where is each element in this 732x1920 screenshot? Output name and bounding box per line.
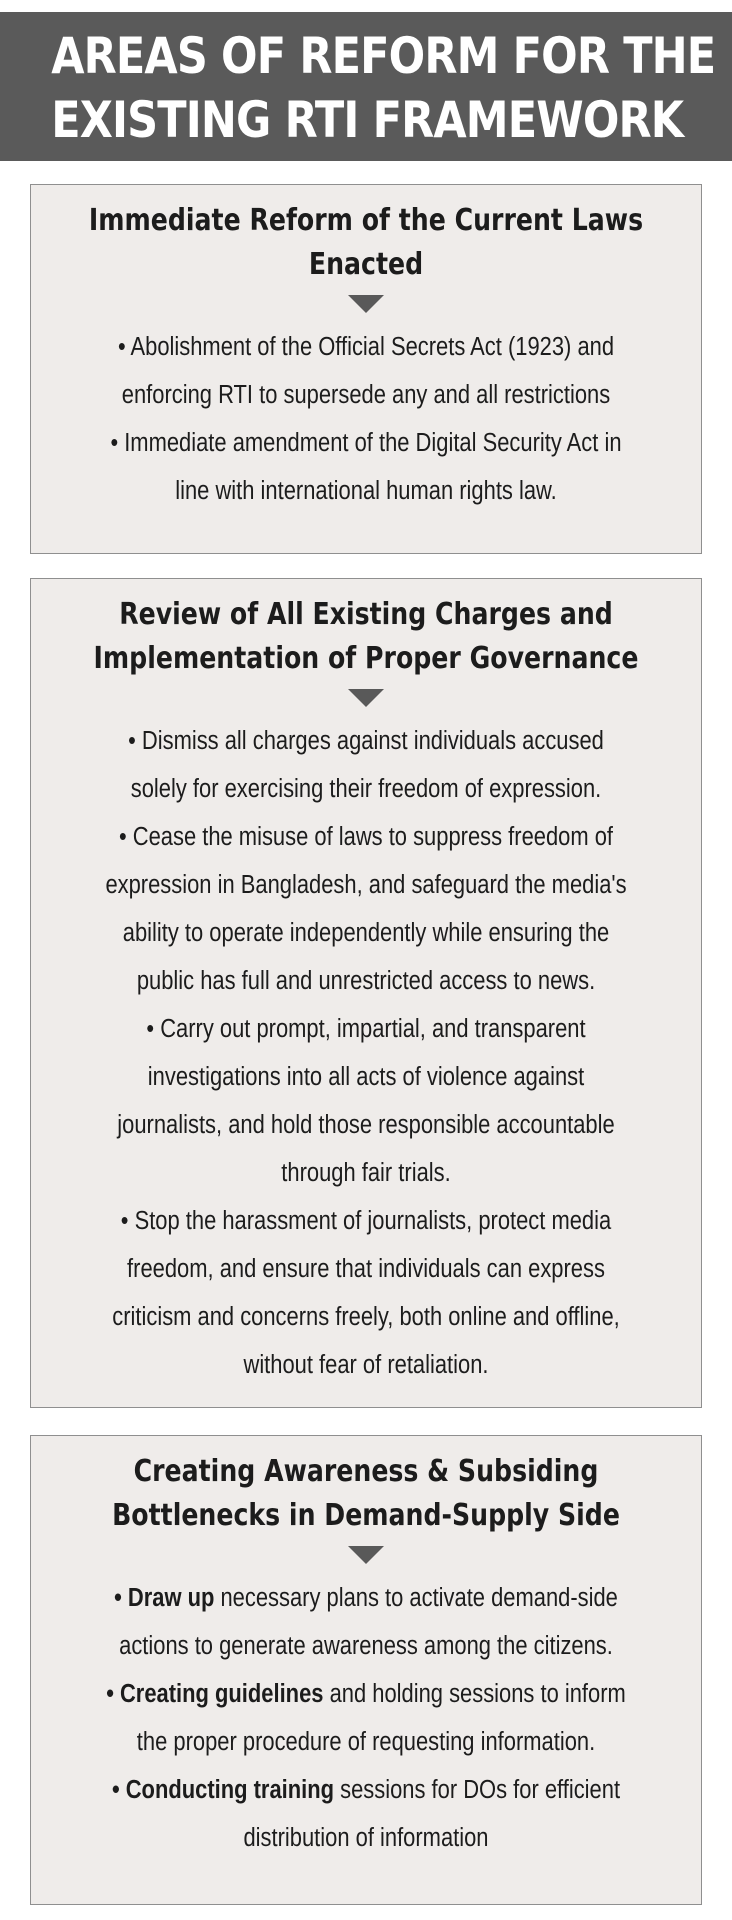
line-text: • Immediate amendment of the Digital Security Act in — [110, 429, 622, 457]
line-text: sessions for DOs for efficient — [334, 1776, 621, 1804]
line-text: through fair trials. — [281, 1159, 451, 1187]
text-line — [78, 1622, 654, 1670]
line-text: and holding sessions to inform — [323, 1680, 626, 1708]
text-line — [78, 419, 654, 467]
section-items — [31, 323, 701, 515]
down-arrow-icon — [348, 1546, 384, 1564]
header-title-line-1: AREAS OF REFORM FOR THE — [51, 27, 716, 85]
text-line — [78, 1197, 654, 1245]
line-text: the proper procedure of requesting information. — [136, 1728, 596, 1756]
line-text: without fear of retaliation. — [243, 1351, 489, 1379]
bold-lead: • Creating guidelines — [106, 1680, 324, 1708]
section-title-line: Implementation of Proper Governance — [93, 641, 639, 676]
line-text: solely for exercising their freedom of expression. — [130, 775, 602, 803]
line-text: journalists, and hold those responsible accountable — [117, 1111, 615, 1139]
line-text: • Dismiss all charges against individuals accused — [128, 727, 604, 755]
text-line — [78, 765, 654, 813]
line-text: freedom, and ensure that individuals can express — [127, 1255, 605, 1283]
text-line — [78, 1341, 654, 1389]
section-title-line: Immediate Reform of the Current Laws — [88, 203, 644, 238]
header-title-line-2: EXISTING RTI FRAMEWORK — [51, 91, 684, 149]
line-text: • Carry out prompt, impartial, and transparent — [146, 1015, 586, 1043]
line-text: • Cease the misuse of laws to suppress freedom of — [118, 823, 614, 851]
section-creating-awareness — [30, 1435, 702, 1905]
section-title-line: Bottlenecks in Demand-Supply Side — [112, 1498, 620, 1533]
text-line — [78, 1245, 654, 1293]
text-line — [78, 861, 654, 909]
line-text: criticism and concerns freely, both online and offline, — [112, 1303, 620, 1331]
text-line — [78, 1005, 654, 1053]
text-line — [78, 1574, 654, 1622]
section-title-line: Creating Awareness & Subsiding — [133, 1454, 599, 1489]
text-line — [78, 1293, 654, 1341]
section-immediate-reform — [30, 184, 702, 554]
line-text: line with international human rights law. — [175, 477, 557, 505]
line-text: public has full and unrestricted access to news. — [136, 967, 596, 995]
line-text: ability to operate independently while ensuring the — [122, 919, 610, 947]
section-title-line: Enacted — [308, 247, 424, 282]
section-title-line: Review of All Existing Charges and — [119, 597, 613, 632]
line-text: investigations into all acts of violence against — [147, 1063, 585, 1091]
text-line — [78, 467, 654, 515]
section-items — [31, 717, 701, 1389]
bold-lead: • Conducting training — [111, 1776, 335, 1804]
text-line — [78, 1670, 654, 1718]
down-arrow-icon — [348, 689, 384, 707]
text-line — [78, 1814, 654, 1862]
text-line — [78, 813, 654, 861]
text-line — [78, 1766, 654, 1814]
line-text: distribution of information — [243, 1824, 489, 1852]
section-review-charges — [30, 578, 702, 1408]
down-arrow-icon — [348, 295, 384, 313]
text-line — [78, 371, 654, 419]
text-line — [78, 1053, 654, 1101]
section-title — [31, 1436, 701, 1538]
line-text: actions to generate awareness among the citizens. — [119, 1632, 613, 1660]
bold-lead: • Draw up — [114, 1584, 215, 1612]
text-line — [78, 909, 654, 957]
text-line — [78, 957, 654, 1005]
line-text: necessary plans to activate demand-side — [214, 1584, 618, 1612]
text-line — [78, 1101, 654, 1149]
section-title — [31, 579, 701, 681]
text-line — [78, 1718, 654, 1766]
page-header — [0, 12, 732, 161]
text-line — [78, 717, 654, 765]
line-text: • Abolishment of the Official Secrets Act (1923) and — [117, 333, 615, 361]
line-text: enforcing RTI to supersede any and all restrictions — [121, 381, 611, 409]
text-line — [78, 323, 654, 371]
line-text: expression in Bangladesh, and safeguard the media's — [105, 871, 627, 899]
text-line — [78, 1149, 654, 1197]
line-text: • Stop the harassment of journalists, protect media — [120, 1207, 612, 1235]
section-title — [31, 185, 701, 287]
section-items — [31, 1574, 701, 1862]
